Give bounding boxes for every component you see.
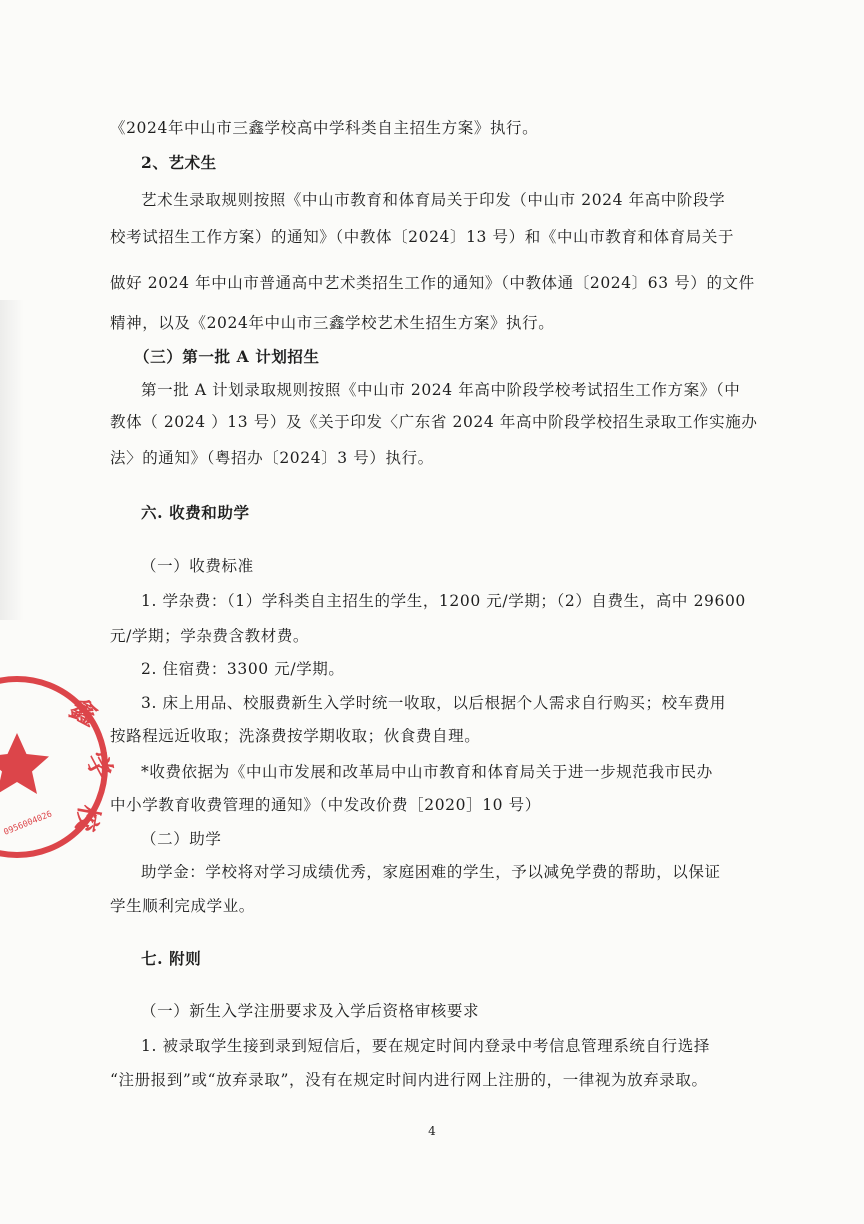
text-line-8: 第一批 A 计划录取规则按照《中山市 2024 年高中阶段学校考试招生工作方案》（中 xyxy=(141,381,741,399)
text-line-17: 按路程远近收取；洗涤费按学期收取；伙食费自理。 xyxy=(110,727,481,745)
seal-char-3: 校 xyxy=(69,802,104,834)
text-line-5: 做好 2024 年中山市普通高中艺术类招生工作的通知》（中教体通〔2024〕63 号）的文件 xyxy=(110,274,755,292)
page-fold-shadow xyxy=(0,300,24,620)
seal-star-icon xyxy=(0,733,49,794)
text-line-10: 法〉的通知》（粤招办〔2024〕3 号）执行。 xyxy=(110,449,434,467)
text-line-1: 《2024年中山市三鑫学校高中学科类自主招生方案》执行。 xyxy=(110,119,539,137)
text-line-6: 精神，以及《2024年中山市三鑫学校艺术生招生方案》执行。 xyxy=(110,314,555,332)
text-line-22: 学生顺利完成学业。 xyxy=(110,897,255,915)
seal-char-2: 学 xyxy=(78,747,118,785)
text-line-25: 1. 被录取学生接到录到短信后，要在规定时间内登录中考信息管理系统自行选择 xyxy=(141,1037,710,1055)
seal-code: 0956004026 xyxy=(2,809,54,838)
text-line-9: 教体（ 2024 ）13 号）及《关于印发〈广东省 2024 年高中阶段学校招生录取工作实施办 xyxy=(110,413,758,431)
heading-appendix: 七. 附则 xyxy=(141,949,202,968)
seal-graphic xyxy=(0,672,118,862)
subheading-fee-standard: （一）收费标准 xyxy=(141,557,254,575)
text-line-26: “注册报到”或“放弃录取”，没有在规定时间内进行网上注册的，一律视为放弃录取。 xyxy=(110,1071,708,1089)
text-line-3: 艺术生录取规则按照《中山市教育和体育局关于印发（中山市 2024 年高中阶段学 xyxy=(141,191,726,209)
school-seal xyxy=(0,672,118,862)
heading-fees-aid: 六. 收费和助学 xyxy=(141,503,250,522)
seal-char-1: 鑫 xyxy=(64,693,102,733)
subheading-batch-a: （三）第一批 A 计划招生 xyxy=(134,347,320,366)
text-line-19: 中小学教育收费管理的通知》（中发改价费［2020］10 号） xyxy=(110,796,541,814)
text-line-21: 助学金：学校将对学习成绩优秀，家庭困难的学生，予以减免学费的帮助，以保证 xyxy=(141,863,721,881)
text-line-15: 2. 住宿费：3300 元/学期。 xyxy=(141,660,345,678)
text-line-4: 校考试招生工作方案）的通知》（中教体〔2024〕13 号）和《中山市教育和体育局关于 xyxy=(110,228,735,246)
text-line-16: 3. 床上用品、校服费新生入学时统一收取，以后根据个人需求自行购买；校车费用 xyxy=(141,694,727,712)
text-line-18: *收费依据为《中山市发展和改革局中山市教育和体育局关于进一步规范我市民办 xyxy=(141,763,713,781)
text-line-14: 元/学期；学杂费含教材费。 xyxy=(110,627,310,645)
text-line-13: 1. 学杂费：（1）学科类自主招生的学生，1200 元/学期；（2）自费生，高中 29600 xyxy=(141,592,746,610)
subheading-aid: （二）助学 xyxy=(141,830,222,848)
subheading-registration: （一）新生入学注册要求及入学后资格审核要求 xyxy=(141,1002,480,1020)
page-number: 4 xyxy=(428,1124,436,1138)
subheading-art-students: 2、艺术生 xyxy=(141,153,217,172)
